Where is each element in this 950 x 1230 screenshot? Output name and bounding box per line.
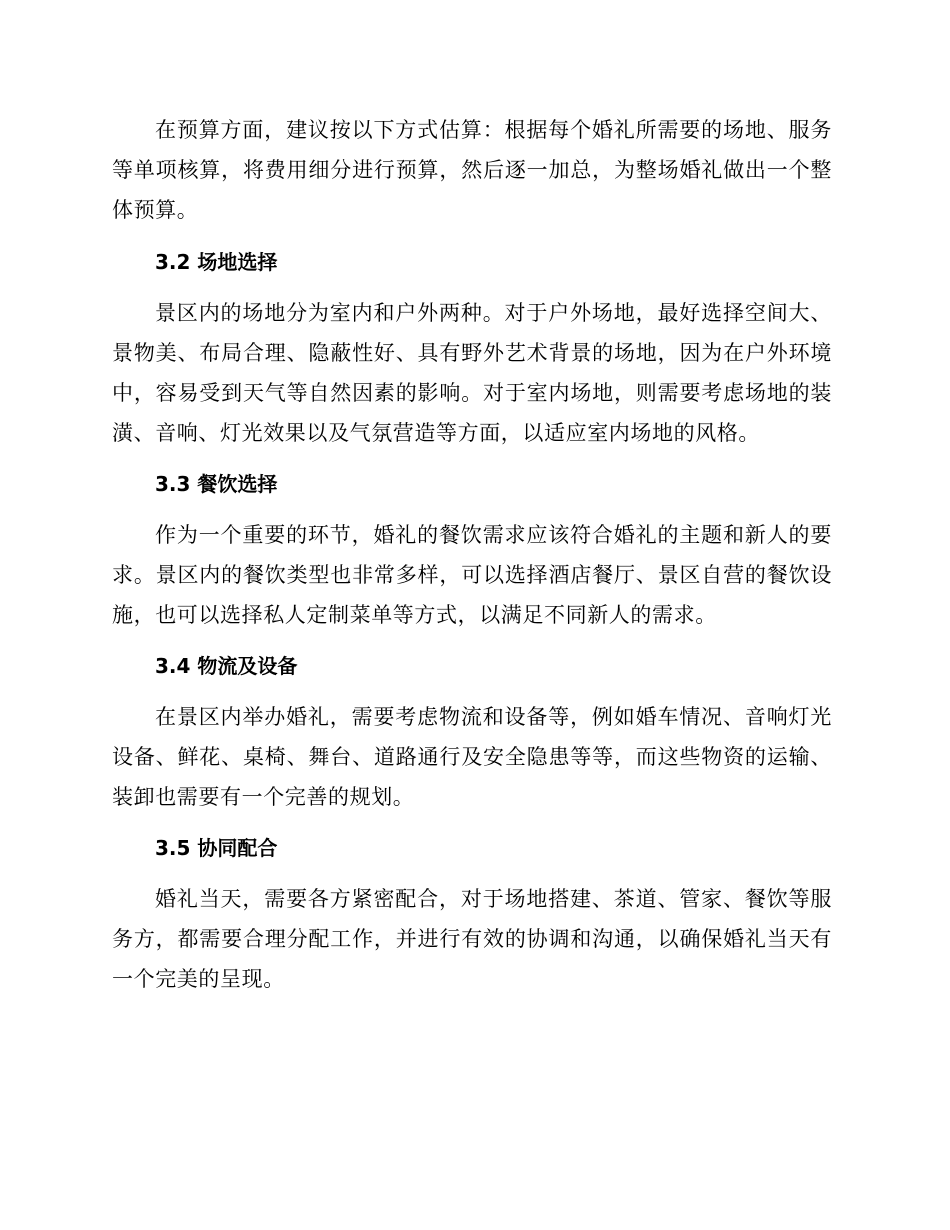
section-heading-coordination: 3.5 协同配合: [155, 836, 278, 860]
section-heading-venue: 3.2 场地选择: [155, 250, 278, 274]
section-heading-catering: 3.3 餐饮选择: [155, 472, 278, 496]
section-body-logistics: 在景区内举办婚礼，需要考虑物流和设备等，例如婚车情况、音响灯光设备、鲜花、桌椅、舞台、道路通行及安全隐患等等，而这些物资的运输、装卸也需要有一个完善的规划。: [112, 705, 832, 809]
section-body-venue: 景区内的场地分为室内和户外两种。对于户外场地，最好选择空间大、景物美、布局合理、隐蔽性好、具有野外艺术背景的场地，因为在户外环境中，容易受到天气等自然因素的影响。对于室内场地，则需要考虑场地的装潢、音响、灯光效果以及气氛营造等方面，以适应室内场地的风格。: [112, 301, 832, 445]
budget-paragraph: 在预算方面，建议按以下方式估算：根据每个婚礼所需要的场地、服务等单项核算，将费用细分进行预算，然后逐一加总，为整场婚礼做出一个整体预算。: [112, 118, 832, 222]
section-heading-logistics: 3.4 物流及设备: [155, 654, 298, 678]
document-page: [112, 110, 832, 999]
section-body-catering: 作为一个重要的环节，婚礼的餐饮需求应该符合婚礼的主题和新人的要求。景区内的餐饮类型也非常多样，可以选择酒店餐厅、景区自营的餐饮设施，也可以选择私人定制菜单等方式，以满足不同新人的需求。: [112, 523, 832, 627]
section-body-coordination: 婚礼当天，需要各方紧密配合，对于场地搭建、茶道、管家、餐饮等服务方，都需要合理分配工作，并进行有效的协调和沟通，以确保婚礼当天有一个完美的呈现。: [112, 887, 832, 991]
